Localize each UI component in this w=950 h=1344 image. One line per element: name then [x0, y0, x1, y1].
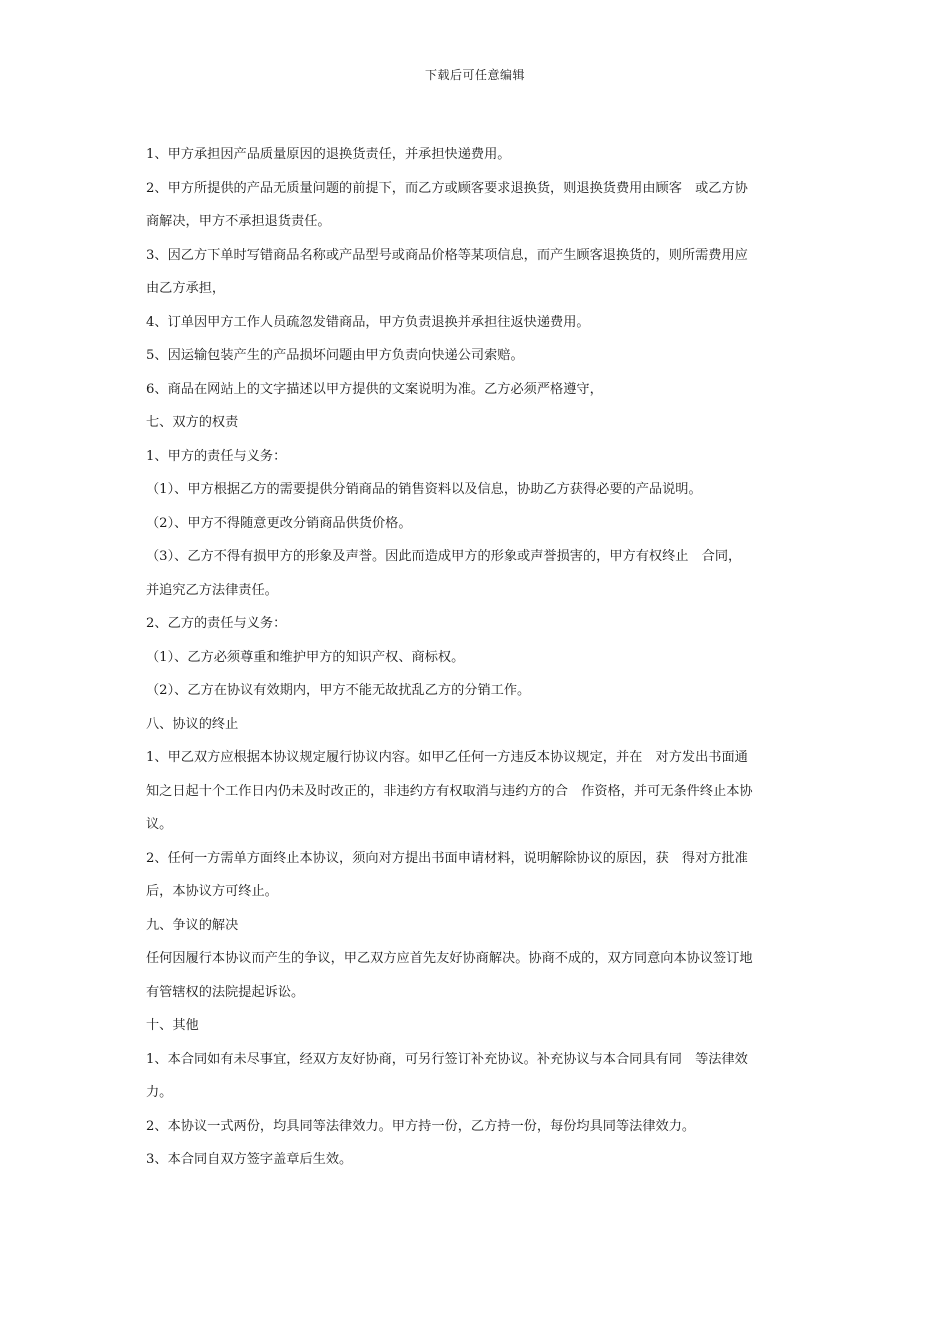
- document-line: （3）、乙方不得有损甲方的形象及声誉。因此而造成甲方的形象或声誉损害的，甲方有权终止 合同，: [146, 549, 742, 564]
- document-line: 由乙方承担，: [146, 281, 226, 296]
- document-line: 1、本合同如有未尽事宜，经双方友好协商，可另行签订补充协议。补充协议与本合同具有同 等法律效: [146, 1051, 748, 1067]
- page-header: 下载后可任意编辑: [424, 68, 525, 82]
- document-line: （2）、甲方不得随意更改分销商品供货价格。: [146, 515, 412, 531]
- document-line: 七、双方的权责: [146, 415, 239, 430]
- document-line: 知之日起十个工作日内仍未及时改正的，非违约方有权取消与违约方的合 作资格，并可无条件终止本协: [146, 783, 753, 799]
- document-line: 5、因运输包装产生的产品损坏问题由甲方负责向快递公司索赔。: [146, 348, 524, 363]
- document-line: 4、订单因甲方工作人员疏忽发错商品，甲方负责退换并承担往返快递费用。: [146, 314, 590, 330]
- document-line: 2、任何一方需单方面终止本协议，须向对方提出书面申请材料，说明解除协议的原因，获 得对方批准: [146, 850, 748, 866]
- document-line: 有管辖权的法院提起诉讼。: [146, 984, 305, 1000]
- document-line: 2、本协议一式两份，均具同等法律效力。甲方持一份，乙方持一份，每份均具同等法律效力。: [146, 1118, 696, 1134]
- document-line: 九、争议的解决: [146, 917, 239, 933]
- document-line: （1）、甲方根据乙方的需要提供分销商品的销售资料以及信息，协助乙方获得必要的产品说明。: [146, 482, 702, 497]
- document-line: 2、甲方所提供的产品无质量问题的前提下，而乙方或顾客要求退换货，则退换货费用由顾客 或乙方协: [146, 180, 748, 196]
- document-body: [146, 138, 810, 1177]
- document-line: 十、其他: [146, 1018, 199, 1033]
- document-line: 力。: [146, 1085, 173, 1100]
- document-line: 任何因履行本协议而产生的争议，甲乙双方应首先友好协商解决。协商不成的，双方同意向本协议签订地: [146, 951, 753, 966]
- document-line: 并追究乙方法律责任。: [146, 582, 278, 598]
- document-line: 八、协议的终止: [146, 716, 239, 732]
- document-line: 1、甲乙双方应根据本协议规定履行协议内容。如甲乙任何一方违反本协议规定，并在 对方发出书面通: [146, 750, 748, 765]
- document-line: 3、本合同自双方签字盖章后生效。: [146, 1152, 353, 1167]
- document-line: 6、商品在网站上的文字描述以甲方提供的文案说明为准。乙方必须严格遵守，: [146, 381, 603, 397]
- document-line: 商解决，甲方不承担退货责任。: [146, 214, 331, 229]
- document-line: （2）、乙方在协议有效期内，甲方不能无故扰乱乙方的分销工作。: [146, 683, 531, 698]
- document-line: （1）、乙方必须尊重和维护甲方的知识产权、商标权。: [146, 649, 465, 665]
- document-line: 2、乙方的责任与义务：: [146, 616, 287, 631]
- document-line: 后，本协议方可终止。: [146, 884, 278, 899]
- document-line: 1、甲方的责任与义务：: [146, 448, 287, 464]
- document-line: 1、甲方承担因产品质量原因的退换货责任，并承担快递费用。: [146, 147, 511, 162]
- document-line: 3、因乙方下单时写错商品名称或产品型号或商品价格等某项信息，而产生顾客退换货的，则所需费用应: [146, 247, 748, 263]
- document-line: 议。: [146, 817, 173, 832]
